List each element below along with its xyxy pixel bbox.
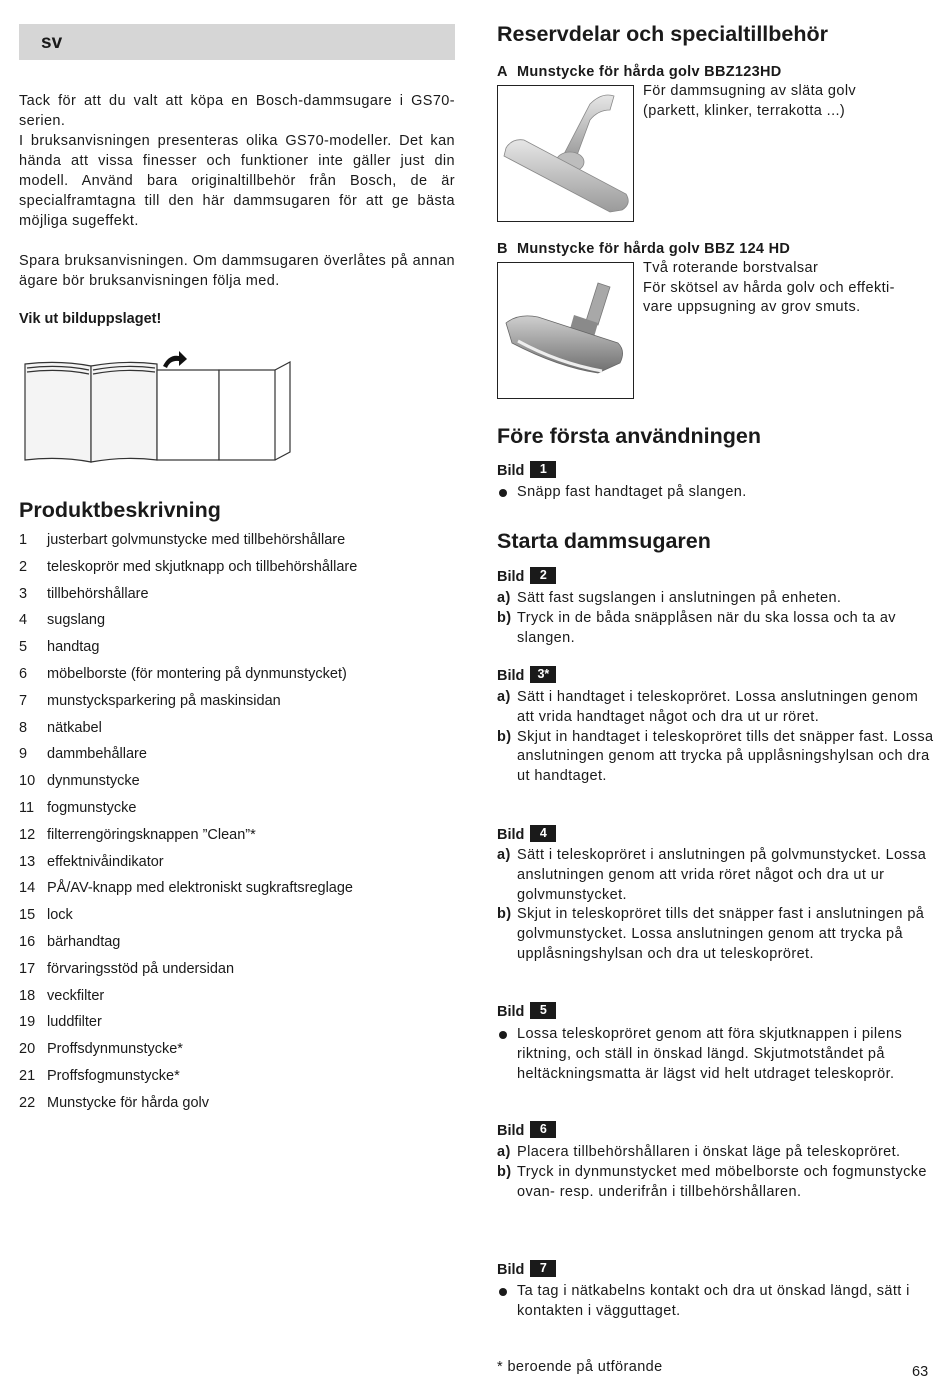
figure-number-badge: 6 xyxy=(530,1121,556,1138)
figure-number-badge: 3* xyxy=(530,666,556,683)
list-item: 9 dammbehållare xyxy=(19,746,147,763)
page-number: 63 xyxy=(912,1364,929,1380)
accessory-heading: A Munstycke för hårda golv BBZ123HD xyxy=(497,64,782,80)
instruction-steps: a) Placera tillbehörshållaren i önskat läge på teleskopröret. b) Tryck in dynmunstycket med möbelborste och fogmunstycke ovan- resp. underifrån i tillbehörshållaren. xyxy=(497,1144,927,1200)
list-item: 14 PÅ/AV-knapp med elektroniskt sugkraftsreglage xyxy=(19,880,354,897)
instruction-steps: a) Sätt fast sugslangen i anslutningen på enheten. b) Tryck in de båda snäpplåsen när du ska lossa och ta av slangen. xyxy=(497,590,896,646)
bullet-icon xyxy=(497,1282,517,1322)
language-code: sv xyxy=(41,32,63,53)
nozzle-b-illustration xyxy=(498,263,632,397)
list-item: 21 Proffsfogmunstycke* xyxy=(19,1067,180,1084)
list-item: 7 munstycksparkering på maskinsidan xyxy=(19,692,281,709)
list-item: 3 tillbehörshållare xyxy=(19,585,149,602)
instruction-steps: Lossa teleskopröret genom att föra skjutknappen i pilens riktning, och ställ in önskad längd. Skjutmotståndet på heltäckningsmatta är lägst vid helt utdraget teleskoprör. xyxy=(497,1025,937,1084)
list-item: 10 dynmunstycke xyxy=(19,773,140,790)
list-item: 22 Munstycke för hårda golv xyxy=(19,1094,209,1111)
accessory-description: Två roterande borstvalsar För skötsel av hårda golv och effekti- vare uppsugning av grov smuts. xyxy=(643,260,895,315)
accessory-a xyxy=(497,64,937,119)
nozzle-a-illustration xyxy=(498,86,632,220)
instruction-steps: Snäpp fast handtaget på slangen. xyxy=(497,483,937,503)
instruction-steps: a) Sätt i teleskopröret i anslutningen på golvmunstycket. Lossa anslutningen genom att vrida röret något och dra ut ur golvmunstycket. b) Skjut in teleskopröret tills det snäpper fast i anslutningen på golvmunstycket. Lossa anslutningen genom att trycka på upplåsningshylsan och dra ut teleskopröret. xyxy=(497,847,927,962)
list-item: 8 nätkabel xyxy=(19,719,102,736)
list-item: 19 luddfilter xyxy=(19,1014,102,1031)
figure-reference: Bild 1 xyxy=(497,461,556,479)
list-item: 13 effektnivåindikator xyxy=(19,853,164,870)
footnote: * beroende på utförande xyxy=(497,1359,663,1375)
fold-arrow-icon xyxy=(163,351,187,368)
list-item: 4 sugslang xyxy=(19,612,106,629)
list-item: 15 lock xyxy=(19,907,73,924)
product-parts-list xyxy=(19,532,455,1122)
product-description-title: Produktbeskrivning xyxy=(19,498,221,522)
figure-reference: Bild 3* xyxy=(497,666,556,684)
figure-reference: Bild 7 xyxy=(497,1260,556,1278)
list-item: 17 förvaringsstöd på undersidan xyxy=(19,960,235,977)
accessory-heading: B Munstycke för hårda golv BBZ 124 HD xyxy=(497,241,791,257)
foldout-illustration xyxy=(19,348,309,468)
intro-paragraph: Spara bruksanvisningen. Om dammsugaren överlåtes på annan ägare bör bruksanvisningen följa med. xyxy=(19,253,455,289)
language-bar xyxy=(19,24,455,60)
intro-paragraph: Tack för att du valt att köpa en Bosch-dammsugare i GS70-serien. xyxy=(19,93,455,129)
hard-floor-nozzle-image xyxy=(497,85,634,222)
list-item: 2 teleskoprör med skjutknapp och tillbehörshållare xyxy=(19,558,358,575)
figure-reference: Bild 5 xyxy=(497,1002,556,1020)
rotating-brush-nozzle-image xyxy=(497,262,634,399)
figure-number-badge: 2 xyxy=(530,567,556,584)
intro-text xyxy=(19,91,455,291)
figure-reference: Bild 6 xyxy=(497,1121,556,1139)
figure-number-badge: 1 xyxy=(530,461,556,478)
list-item: 20 Proffsdynmunstycke* xyxy=(19,1041,183,1058)
accessory-description: För dammsugning av släta golv (parkett, klinker, terrakotta ...) xyxy=(643,83,857,119)
figure-reference: Bild 2 xyxy=(497,567,556,585)
instruction-steps: a) Sätt i handtaget i teleskopröret. Lossa anslutningen genom att vrida handtaget något och dra ut ur röret. b) Skjut in handtaget i teleskopröret tills det snäpper fast. Lossa anslutningen genom att trycka på upplåsningshylsan och dra ut handtaget. xyxy=(497,689,934,785)
figure-number-badge: 4 xyxy=(530,825,556,842)
list-item: 16 bärhandtag xyxy=(19,933,121,950)
list-item: 12 filterrengöringsknappen ”Clean”* xyxy=(19,826,256,843)
bullet-icon xyxy=(497,1025,517,1084)
figure-number-badge: 5 xyxy=(530,1002,556,1019)
fold-out-note: Vik ut bilduppslaget! xyxy=(19,311,162,327)
accessory-b xyxy=(497,241,937,315)
figure-reference: Bild 4 xyxy=(497,825,556,843)
spare-parts-title: Reservdelar och specialtillbehör xyxy=(497,22,828,46)
start-vacuum-title: Starta dammsugaren xyxy=(497,529,711,553)
before-first-use-title: Före första användningen xyxy=(497,424,762,448)
list-item: 11 fogmunstycke xyxy=(19,799,137,816)
list-item: 1 justerbart golvmunstycke med tillbehörshållare xyxy=(19,532,346,548)
list-item: 5 handtag xyxy=(19,639,100,656)
figure-number-badge: 7 xyxy=(530,1260,556,1277)
intro-paragraph: I bruksanvisningen presenteras olika GS70-modeller. Det kan hända att vissa finesser och funktioner inte gäller just din modell. Använd bara originaltillbehör från Bosch, de är specialframtagna till den här dammsugaren för att ge bästa möjliga sugeffekt. xyxy=(19,133,455,229)
list-item: 18 veckfilter xyxy=(19,987,105,1004)
list-item: 6 möbelborste (för montering på dynmunstycket) xyxy=(19,665,347,682)
instruction-steps: Ta tag i nätkabelns kontakt och dra ut önskad längd, sätt i kontakten i vägguttaget. xyxy=(497,1282,937,1322)
bullet-icon xyxy=(497,483,517,503)
